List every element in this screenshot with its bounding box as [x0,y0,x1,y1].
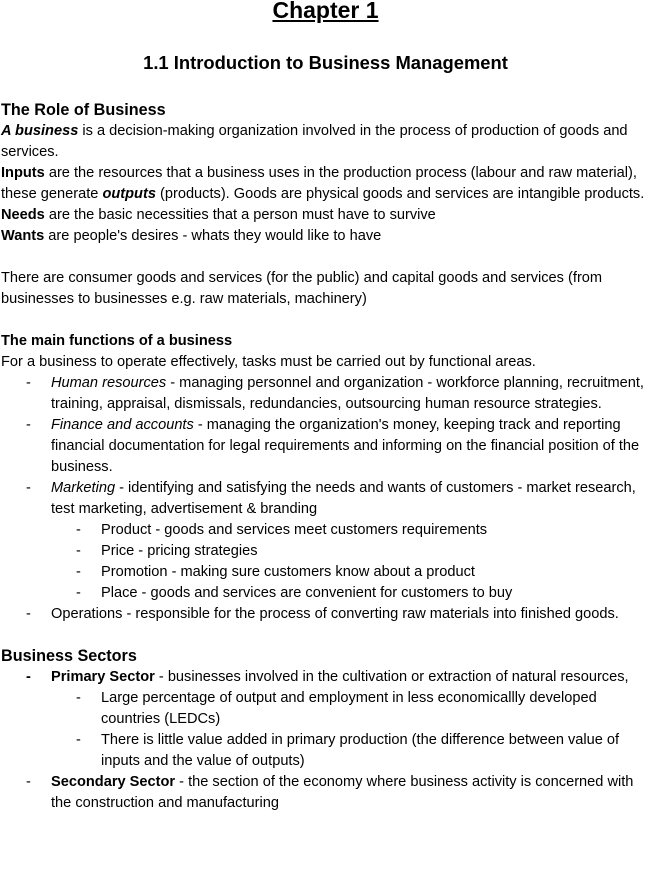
dash-bullet: - [26,774,31,790]
marketing-term: Marketing [51,480,116,496]
wants-term: Wants [1,228,45,244]
list-item-finance: - Finance and accounts - managing the organization's money, keeping track and reporting financial documentation for legal requirements and informing on the financial position of the business. [26,417,640,475]
dash-bullet: - [76,732,81,748]
functions-intro: For a business to operate effectively, tasks must be carried out by functional areas. [1,354,536,370]
needs-definition: Needs are the basic necessities that a person must have to survive [1,207,436,223]
wants-definition: Wants are people's desires - whats they would like to have [1,228,382,244]
dash-bullet: - [26,375,31,391]
sub-list-item: - Place - goods and services are convenient for customers to buy [1,583,651,604]
list-item-operations: - Operations - responsible for the process of converting raw materials into finished goods. [1,604,651,625]
list-item-human-resources: - Human resources - managing personnel and organization - workforce planning, recruitment, training, appraisal, dismissals, redundancies, outsourcing human resource strategies. [26,375,644,412]
dash-bullet: - [26,606,31,622]
secondary-sector-term: Secondary Sector [51,774,176,790]
list-item-primary-sector: - Primary Sector - businesses involved in the cultivation or extraction of natural resources, [1,667,651,688]
needs-term: Needs [1,207,45,223]
role-heading: The Role of Business [1,101,166,119]
inputs-term: Inputs [1,165,45,181]
list-item-secondary-sector: - Secondary Sector - the section of the economy where business activity is concerned with the construction and manufacturing [26,774,634,811]
document-body [1,100,651,814]
consumer-goods-paragraph: There are consumer goods and services (for the public) and capital goods and services (from businesses to businesses e.g. raw materials, machinery) [1,270,603,307]
dash-bullet: - [26,480,31,496]
spacer [1,310,651,331]
inputs-definition: Inputs are the resources that a business uses in the production process (labour and raw material), these generate outputs (products). Goods are physical goods and services are intangible products. [1,165,645,202]
dash-bullet: - [76,522,81,538]
sub-list-item: - There is little value added in primary production (the difference between value of inputs and the value of outputs) [76,732,620,769]
dash-bullet: - [76,543,81,559]
functions-heading: The main functions of a business [1,333,233,349]
sub-list-item: - Product - goods and services meet customers requirements [1,520,651,541]
dash-bullet: - [26,669,31,685]
hr-term: Human resources [51,375,167,391]
business-term: A business [1,123,79,139]
dash-bullet: - [76,564,81,580]
sectors-heading: Business Sectors [1,647,137,665]
spacer [1,247,651,268]
sub-list-item: - Promotion - making sure customers know about a product [1,562,651,583]
primary-sector-term: Primary Sector [51,669,155,685]
list-item-marketing: - Marketing - identifying and satisfying the needs and wants of customers - market research, test marketing, advertisement & branding [26,480,636,517]
dash-bullet: - [76,585,81,601]
finance-term: Finance and accounts [51,417,194,433]
dash-bullet: - [76,690,81,706]
sub-list-item: - Large percentage of output and employment in less economicallly developed countries (LEDCs) [76,690,597,727]
section-title: 1.1 Introduction to Business Management [143,52,508,73]
spacer [1,625,651,646]
outputs-term: outputs [102,186,156,202]
business-definition: A business is a decision-making organization involved in the process of production of goods and services. [1,123,628,160]
chapter-title: Chapter 1 [272,0,379,23]
dash-bullet: - [26,417,31,433]
sub-list-item: - Price - pricing strategies [1,541,651,562]
